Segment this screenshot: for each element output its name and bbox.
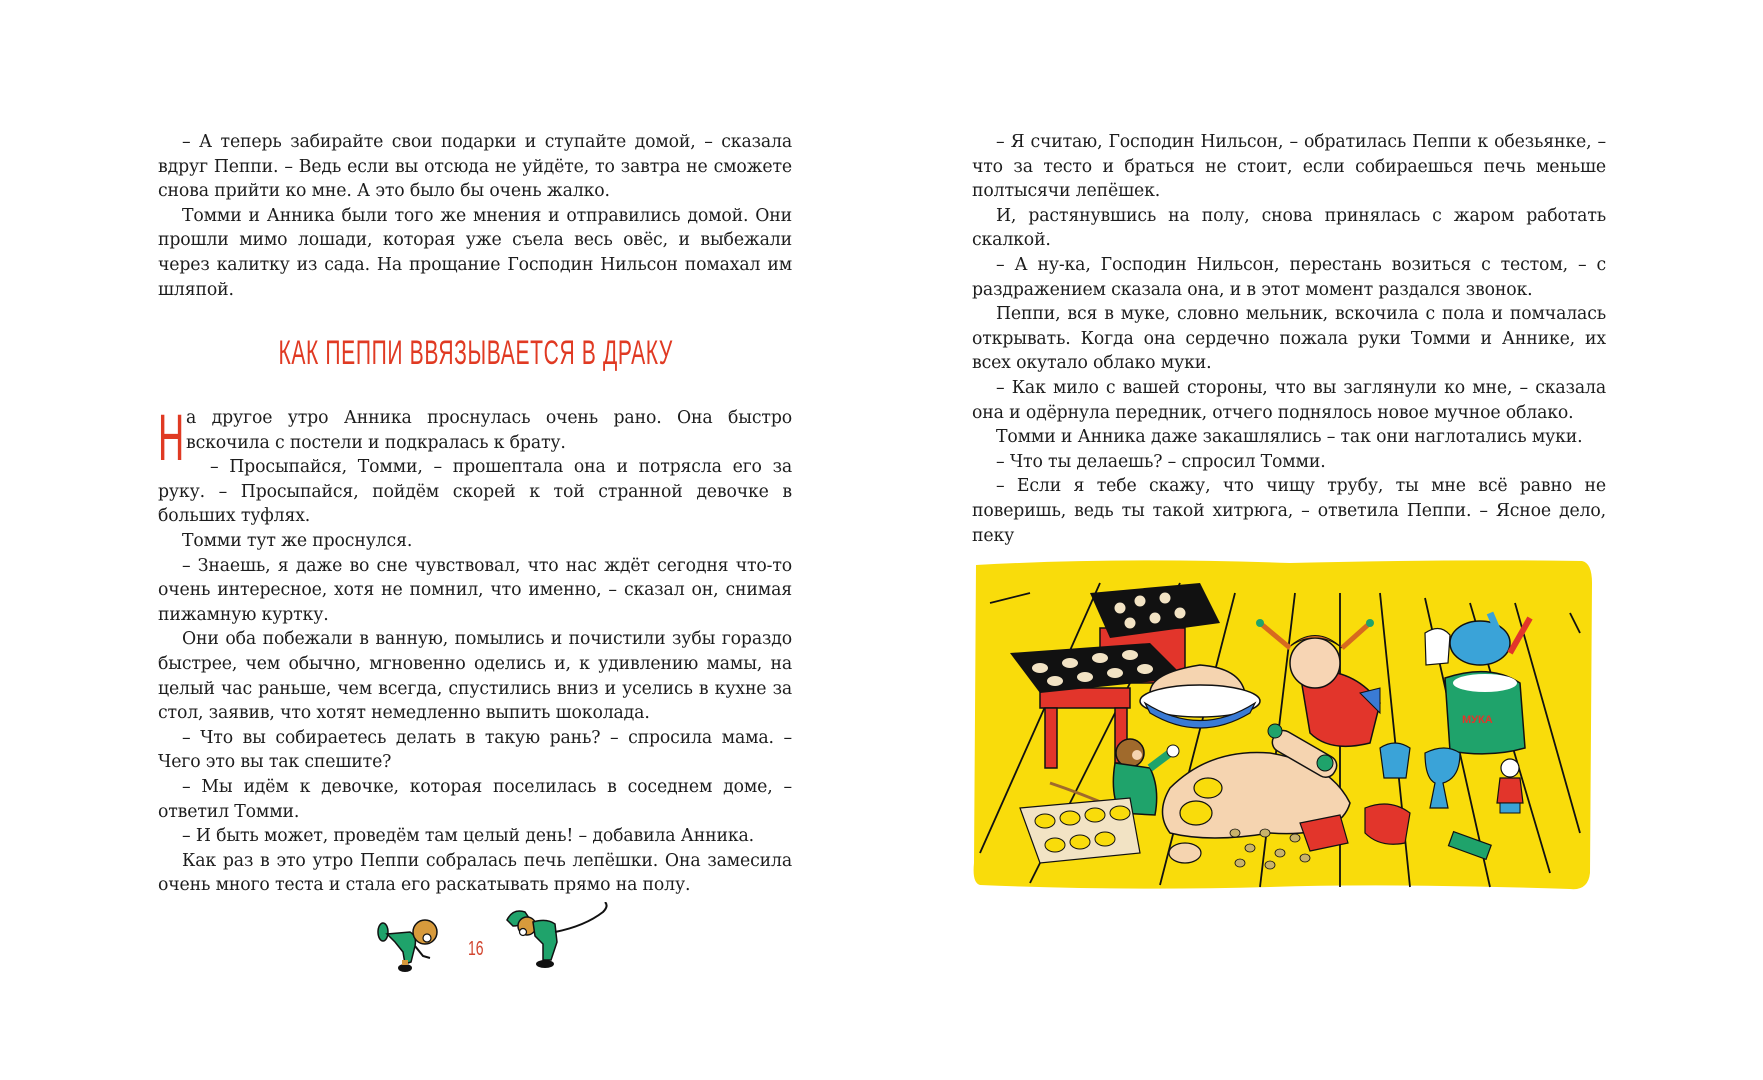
paragraph: Томми и Анника даже закашлялись – так они наглотались муки. [996,427,1583,448]
first-paragraph [158,400,792,474]
monkey-with-hat-icon [375,912,450,974]
kitchen-floor-illustration [970,553,1594,894]
left-main-text [158,400,792,898]
right-text [972,130,1606,548]
paragraph: – Если я тебе скажу, что чищу трубу, ты мне всё равно не поверишь, ведь ты такой хитрюга, – ответила Пеппи. – Ясное дело, пеку [972,476,1606,546]
illustration-image [970,553,1594,894]
paragraph: – И быть может, проведём там целый день! – добавила Анника. [182,826,754,847]
page-number: 16 [468,938,484,960]
paragraph: – Мы идём к девочке, которая поселилась в соседнем доме, – ответил Томми. [158,776,792,822]
page-footer [370,900,620,980]
paragraph: – Просыпайся, Томми, – прошептала она и потрясла его за руку. – Просыпайся, пойдём скорей к той странной девочке в больших туфлях. [158,457,792,527]
paragraph: Томми тут же проснулся. [182,530,413,551]
chapter-title: КАК ПЕППИ ВВЯЗЫВАЕТСЯ В ДРАКУ [278,334,673,372]
paragraph: – Что ты делаешь? – спросил Томми. [996,451,1326,472]
paragraph: Как раз в это утро Пеппи собралась печь лепёшки. Она замесила очень много теста и стала его раскатывать прямо на полу. [158,850,792,896]
left-top-text [158,130,792,302]
paragraph: – Знаешь, я даже во сне чувствовал, что нас ждёт сегодня что-то очень интересное, хотя не помнил, что именно, – сказал он, снимая пижамную куртку. [158,555,792,625]
paragraph: – А ну-ка, Господин Нильсон, перестань возиться с тестом, – с раздражением сказала она, и в этот момент раздался звонок. [972,254,1606,300]
first-paragraph-text: а другое утро Анника проснулась очень рано. Она быстро вскочила с постели и подкралась к брату. [186,408,792,453]
paragraph: Пеппи, вся в муке, словно мельник, вскочила с пола и помчалась открывать. Когда она сердечно пожала руки Томми и Аннике, их всех окутало облако муки. [972,304,1606,374]
flour-bag-label: МУКА [1462,714,1493,726]
paragraph: – Что вы собираетесь делать в такую рань? – спросила мама. – Чего это вы так спешите? [158,727,792,773]
paragraph: – Как мило с вашей стороны, что вы заглянули ко мне, – сказала она и одёрнула передник, отчего поднялось новое мучное облако. [972,377,1606,423]
paragraph: – Я считаю, Господин Нильсон, – обратилась Пеппи к обезьянке, – что за тесто и браться не стоит, если собираешься печь меньше полтысячи лепёшек. [972,132,1606,202]
paragraph: Томми и Анника были того же мнения и отправились домой. Они прошли мимо лошади, которая уже съела весь овёс, и выбежали через калитку из сада. На прощание Господин Нильсон помахал им шляпой. [158,205,792,300]
monkey-bowing-icon [505,902,615,972]
left-page [0,0,880,1080]
paragraph: Они оба побежали в ванную, помылись и почистили зубы гораздо быстрее, чем обычно, мгновенно оделись и, к удивлению мамы, на целый час раньше, чем всегда, спустились вниз и уселись в кухне за стол, заявив, что хотят немедленно выпить шоколада. [158,629,792,724]
paragraph: И, растянувшись на полу, снова принялась с жаром работать скалкой. [972,205,1606,251]
drop-cap: Н [158,400,185,474]
paragraph: – А теперь забирайте свои подарки и ступайте домой, – сказала вдруг Пеппи. – Ведь если вы отсюда не уйдёте, то завтра не сможете снова прийти ко мне. А это было бы очень жалко. [158,132,792,202]
